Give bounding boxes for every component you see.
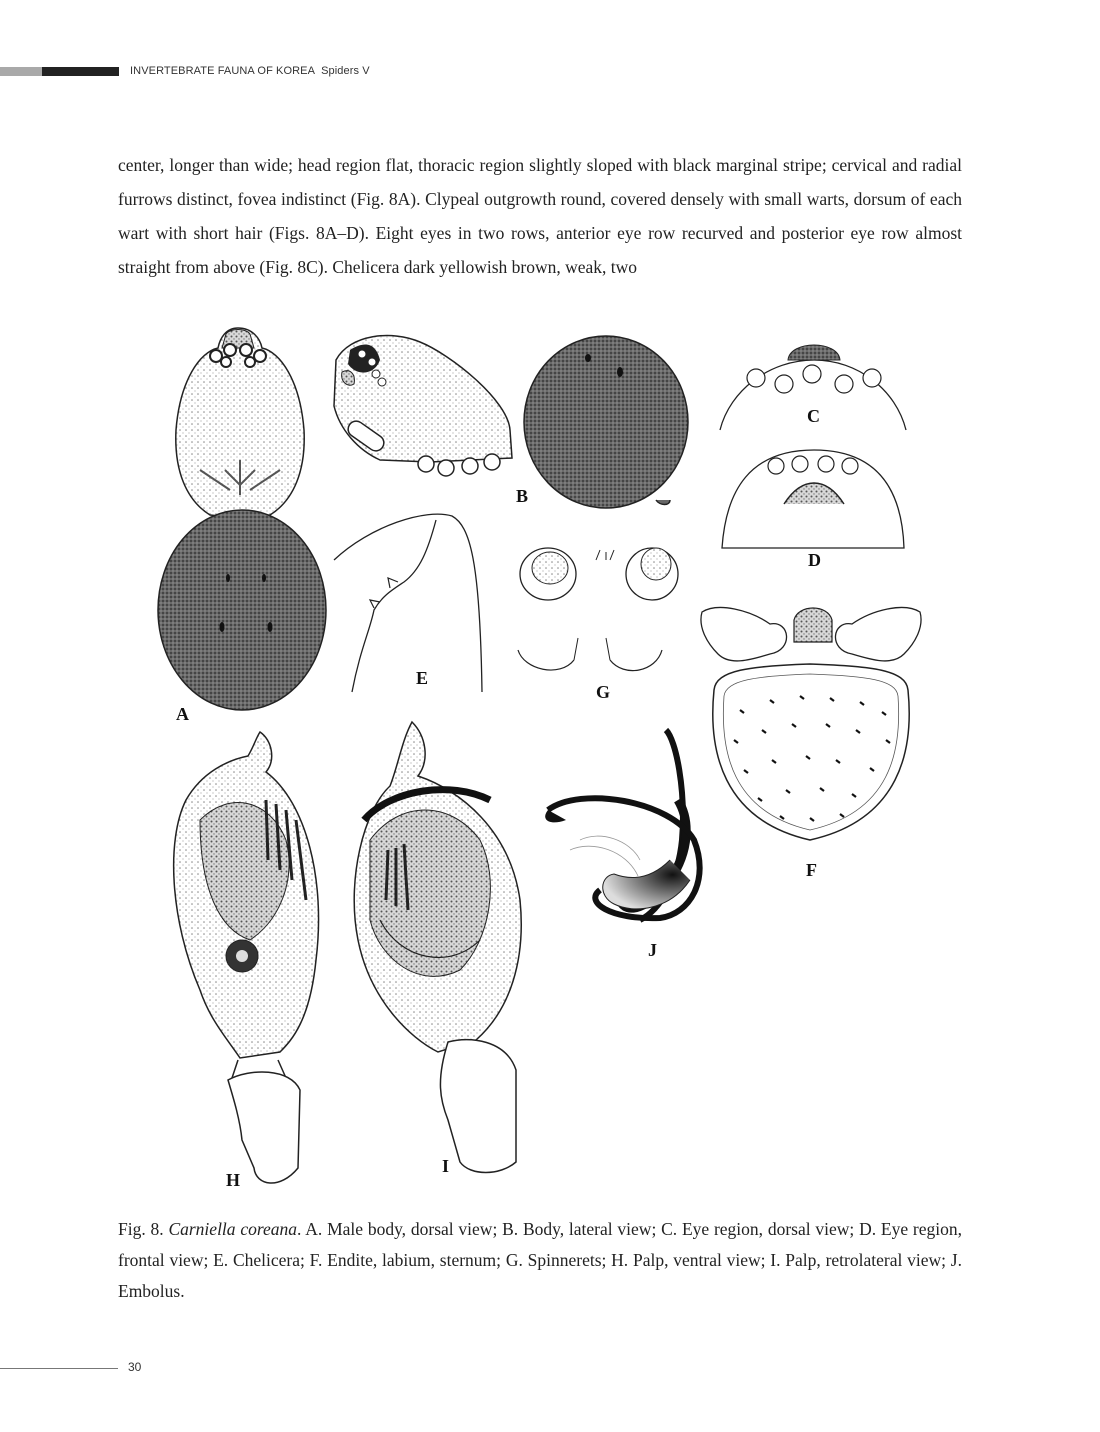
panel-f-illustration xyxy=(701,608,921,840)
panel-label-c: C xyxy=(807,406,820,426)
caption-species: Carniella coreana xyxy=(168,1219,298,1239)
panel-label-f: F xyxy=(806,860,817,880)
figure-caption xyxy=(118,1214,962,1307)
panel-label-g: G xyxy=(596,682,611,702)
running-head-title: INVERTEBRATE FAUNA OF KOREA xyxy=(130,65,316,77)
panel-label-i: I xyxy=(442,1156,450,1176)
panel-b-illustration xyxy=(334,336,688,508)
caption-prefix: Fig. 8. xyxy=(118,1219,169,1239)
page-number: 30 xyxy=(128,1360,142,1374)
panel-j-illustration xyxy=(545,730,699,920)
panel-label-j: J xyxy=(648,940,657,960)
figure-8 xyxy=(130,320,930,1200)
running-head-subtitle: Spiders V xyxy=(321,65,370,77)
panel-e-illustration xyxy=(334,514,482,692)
panel-label-e: E xyxy=(416,668,429,688)
running-head xyxy=(130,65,370,77)
panel-label-b: B xyxy=(516,486,529,506)
panel-g-illustration xyxy=(518,548,678,671)
panel-d-illustration xyxy=(722,450,904,548)
footer-rule xyxy=(0,1368,118,1369)
figure-illustration xyxy=(130,320,930,1200)
panel-h-illustration xyxy=(174,732,319,1183)
header-accent-black xyxy=(42,67,119,76)
panel-label-a: A xyxy=(176,704,189,724)
panel-label-h: H xyxy=(226,1170,241,1190)
header-accent-grey xyxy=(0,67,42,76)
caption-text: . A. Male body, dorsal view; B. Body, lateral view; C. Eye region, dorsal view; D. Eye region, frontal view; E. Chelicera; F. Endite, labium, sternum; G. Spinnerets; H. Palp, ventral view; I. Palp, retrolateral view; J. Embolus. xyxy=(118,1219,962,1301)
body-paragraph: center, longer than wide; head region flat, thoracic region slightly sloped with black marginal stripe; cervical and radial furrows distinct, fovea indistinct (Fig. 8A). Clypeal outgrowth round, covered densely with small warts, dorsum of each wart with short hair (Figs. 8A–D). Eight eyes in two rows, anterior eye row recurved and posterior eye row almost straight from above (Fig. 8C). Chelicera dark yellowish brown, weak, two xyxy=(118,155,962,277)
panel-i-illustration xyxy=(354,722,521,1173)
panel-a-illustration xyxy=(158,328,326,710)
panel-label-d: D xyxy=(808,550,821,570)
